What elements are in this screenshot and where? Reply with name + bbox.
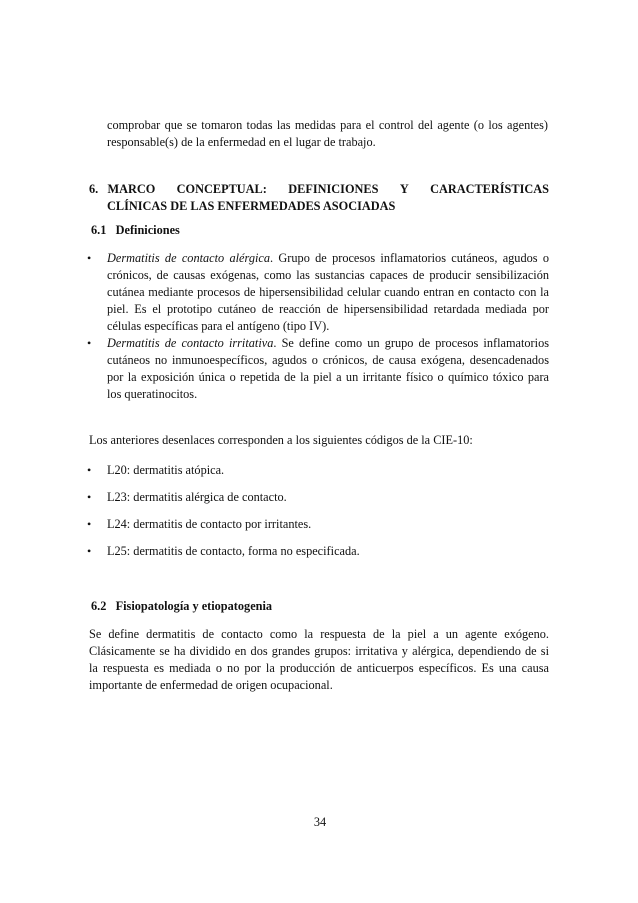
- code-item: [89, 516, 549, 534]
- text-line: piel. Es el prototipo cutáneo de reacción de hipersensibilidad retardada mediada por: [107, 302, 549, 317]
- page-number: 34: [313, 815, 327, 829]
- heading-number-and-word: [89, 181, 155, 198]
- text-line: Clásicamente se ha dividido en dos grandes grupos: irritativa y alérgica, dependiendo de si: [89, 644, 549, 659]
- text-line: Se define dermatitis de contacto como la respuesta de la piel a un agente exógeno.: [89, 627, 549, 641]
- text-line: por la exposición única o repetida de la piel a un irritante físico o químico tóxico para: [107, 370, 549, 385]
- code-text: L24: dermatitis de contacto por irritantes.: [107, 517, 312, 531]
- heading-word: MARCO: [107, 182, 156, 196]
- definition-text: [107, 335, 549, 403]
- heading-word: CARACTERÍSTICAS: [430, 182, 549, 196]
- text-line: importante de enfermedad de origen ocupacional.: [89, 678, 333, 693]
- subsection-heading: [91, 598, 411, 615]
- code-item: [89, 543, 549, 561]
- code-text: L20: dermatitis atópica.: [107, 463, 225, 477]
- bullet-icon: •: [87, 544, 92, 558]
- code-item: [89, 462, 549, 480]
- heading-word: CONCEPTUAL:: [176, 182, 267, 196]
- body-paragraph: [89, 626, 549, 694]
- text-line: células específicas para el antígeno (tipo IV).: [107, 319, 330, 334]
- text-line: la respuesta es mediada o no por la producción de anticuerpos específicos. Es una causa: [89, 661, 549, 676]
- definition-item: [89, 335, 549, 407]
- text-line: crónicos, de causas exógenas, como las sustancias capaces de producir sensibilización: [107, 268, 549, 283]
- continuation-paragraph: [107, 117, 548, 151]
- text-line: [107, 250, 549, 267]
- subsection-heading: [91, 222, 391, 239]
- bullet-icon: •: [87, 251, 92, 265]
- definition-text: [107, 250, 549, 335]
- definition-term: Dermatitis de contacto alérgica: [107, 251, 271, 265]
- bullet-icon: •: [87, 490, 92, 504]
- definition-term: Dermatitis de contacto irritativa: [107, 336, 274, 350]
- text-line: cutáneos no inmunoespecíficos, agudos o crónicos, de causa exógena, desencadenados: [107, 353, 549, 368]
- bullet-icon: •: [87, 336, 92, 350]
- subsection-title: Fisiopatología y etiopatogenia: [115, 599, 273, 613]
- codes-intro: Los anteriores desenlaces corresponden a los siguientes códigos de la CIE-10:: [89, 433, 473, 447]
- subsection-title: Definiciones: [115, 223, 180, 237]
- text-line: los queratinocitos.: [107, 387, 198, 402]
- heading-line: [89, 181, 549, 198]
- heading-word: Y: [399, 182, 409, 196]
- subsection-number: 6.1: [91, 223, 107, 237]
- text-line: [107, 335, 549, 352]
- text-span: . Se define como un grupo de procesos inflamatorios: [273, 336, 549, 350]
- definition-item: [89, 250, 549, 340]
- heading-line-2: CLÍNICAS DE LAS ENFERMEDADES ASOCIADAS: [107, 199, 396, 214]
- text-line: responsable(s) de la enfermedad en el lugar de trabajo.: [107, 135, 376, 150]
- text-line: cutánea mediante procesos de hipersensibilidad celular cuando entran en contacto con la: [107, 285, 549, 300]
- heading-word: DEFINICIONES: [288, 182, 379, 196]
- subsection-number: 6.2: [91, 599, 107, 613]
- code-text: L23: dermatitis alérgica de contacto.: [107, 490, 287, 504]
- code-text: L25: dermatitis de contacto, forma no especificada.: [107, 544, 360, 558]
- code-item: [89, 489, 549, 507]
- section-heading: [89, 181, 549, 215]
- text-span: . Grupo de procesos inflamatorios cutáneos, agudos o: [270, 251, 550, 265]
- section-number: 6.: [89, 182, 99, 196]
- bullet-icon: •: [87, 463, 92, 477]
- text-line: comprobar que se tomaron todas las medidas para el control del agente (o los agentes): [107, 118, 548, 132]
- bullet-icon: •: [87, 517, 92, 531]
